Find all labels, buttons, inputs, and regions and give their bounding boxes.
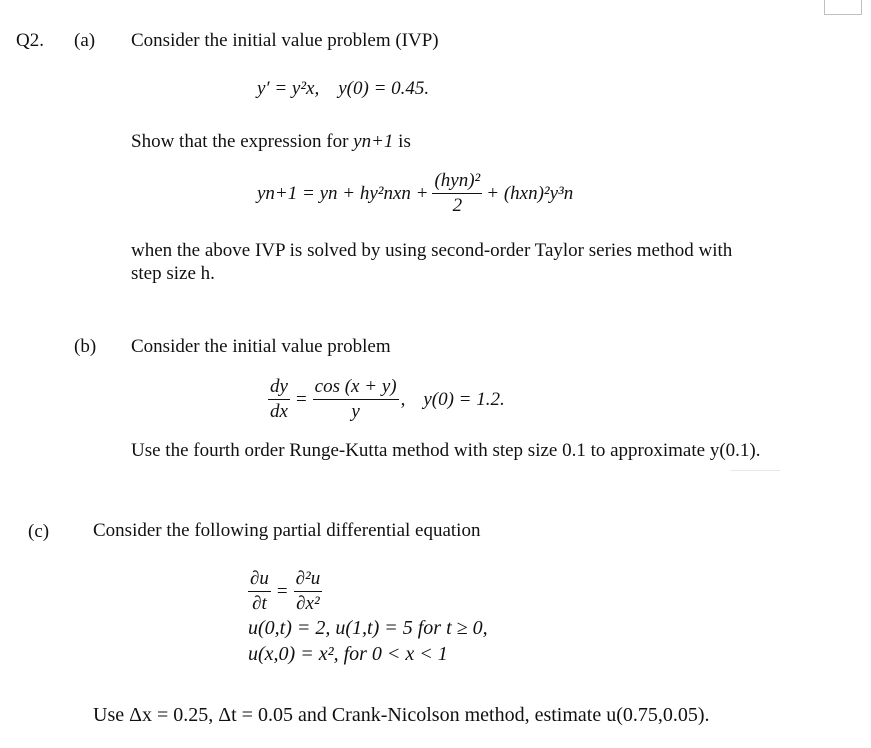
taylor-formula-right: + (hxn)²y³n xyxy=(486,182,574,204)
part-a-intro: Consider the initial value problem (IVP) xyxy=(131,30,439,51)
part-c-intro: Consider the following partial differential equation xyxy=(93,520,481,541)
faint-mark xyxy=(730,470,780,471)
ode-equals: = xyxy=(295,388,307,410)
ivp-initial-condition: y(0) = 0.45. xyxy=(338,78,430,99)
heat-equation xyxy=(248,568,322,615)
dt: ∂t xyxy=(252,593,267,614)
ivp-equation xyxy=(257,78,429,100)
runge-kutta-ode xyxy=(268,376,505,423)
when-line-1: when the above IVP is solved by using second-order Taylor series method with xyxy=(131,240,733,261)
show-that-text: Show that the expression for xyxy=(131,131,349,152)
d2u: ∂²u xyxy=(294,568,323,592)
du: ∂u xyxy=(248,568,271,592)
ode-comma: , xyxy=(400,388,406,410)
du-dt-fraction xyxy=(248,568,271,615)
dy: dy xyxy=(268,376,290,400)
taylor-fraction-numerator: (hyn)² xyxy=(432,170,482,194)
heat-equals: = xyxy=(276,580,288,602)
corner-frame xyxy=(824,0,862,15)
show-that-is: is xyxy=(398,131,411,152)
part-b-intro: Consider the initial value problem xyxy=(131,336,391,357)
dx: dx xyxy=(270,401,288,422)
initial-condition: u(x,0) = x², for 0 < x < 1 xyxy=(248,643,448,665)
d2u-dx2-fraction xyxy=(294,568,323,615)
ode-initial-condition: y(0) = 1.2. xyxy=(423,388,505,410)
when-line-2: step size h. xyxy=(131,263,215,284)
boundary-conditions: u(0,t) = 2, u(1,t) = 5 for t ≥ 0, xyxy=(248,617,488,639)
ode-rhs-denominator: y xyxy=(351,401,360,422)
taylor-formula xyxy=(257,170,573,217)
ode-rhs-numerator: cos (x + y) xyxy=(313,376,399,400)
part-b-label: (b) xyxy=(74,336,97,357)
dx2: ∂x² xyxy=(296,593,320,614)
taylor-formula-left: yn+1 = yn + hy²nxn + xyxy=(257,182,429,204)
question-number: Q2. xyxy=(16,30,44,51)
part-c-task: Use Δx = 0.25, Δt = 0.05 and Crank-Nicolson method, estimate u(0.75,0.05). xyxy=(93,704,710,726)
part-b-task: Use the fourth order Runge-Kutta method with step size 0.1 to approximate y(0.1). xyxy=(131,440,761,461)
show-that-line xyxy=(131,131,411,153)
taylor-fraction-denominator: 2 xyxy=(452,195,463,216)
part-c-label: (c) xyxy=(28,521,50,542)
ode-rhs-fraction xyxy=(313,376,399,423)
show-that-variable: yn+1 xyxy=(353,131,394,152)
part-a-label: (a) xyxy=(74,30,96,51)
ivp-ode: y′ = y²x, xyxy=(257,78,320,99)
dy-dx-fraction xyxy=(268,376,290,423)
taylor-formula-fraction xyxy=(432,170,482,217)
